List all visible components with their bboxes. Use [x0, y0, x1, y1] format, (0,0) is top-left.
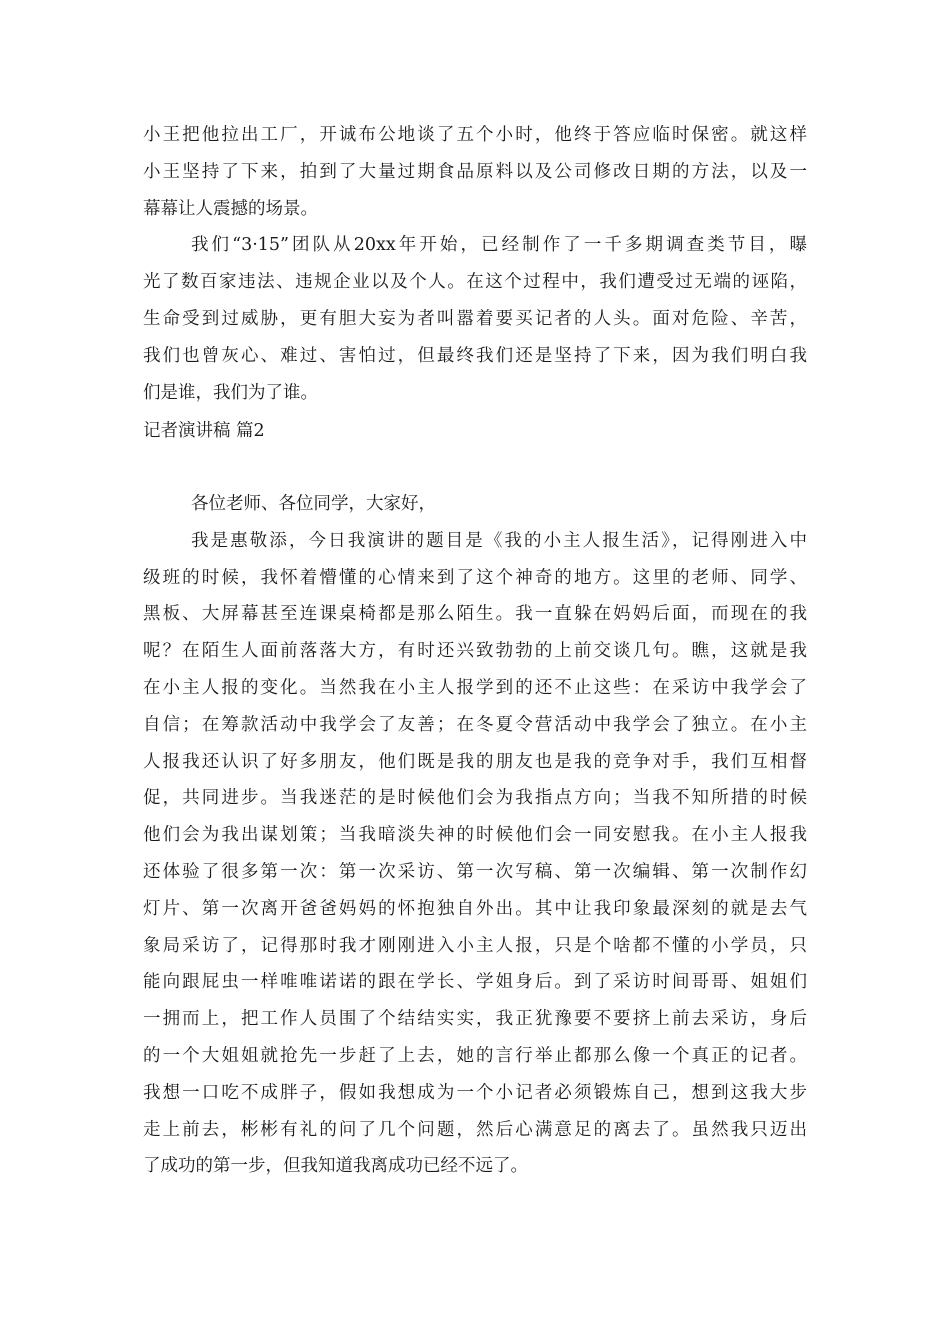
text-line: 生命受到过威胁，更有胆大妄为者叫嚣着要买记者的人头。面对危险、辛苦， — [143, 308, 807, 329]
text-line: 自信；在筹款活动中我学会了友善；在冬夏令营活动中我学会了独立。在小主 — [143, 714, 807, 735]
text-line: 呢？在陌生人面前落落大方，有时还兴致勃勃的上前交谈几句。瞧，这就是我 — [143, 641, 807, 662]
text-line: 小王把他拉出工厂，开诚布公地谈了五个小时，他终于答应临时保密。就这样 — [143, 125, 807, 145]
text-line: 我是惠敬添，今日我演讲的题目是《我的小主人报生活》，记得刚进入中 — [191, 530, 807, 551]
text-line: 人报我还认识了好多朋友，他们既是我的朋友也是我的竞争对手，我们互相督 — [143, 751, 807, 772]
text-line: 小王坚持了下来，拍到了大量过期食品原料以及公司修改日期的方法，以及一 — [143, 161, 807, 182]
text-line: 我们“3·15”团队从20xx年开始，已经制作了一千多期调查类节目，曝 — [191, 235, 807, 256]
greeting-line: 各位老师、各位同学，大家好， — [191, 494, 436, 514]
text-line: 走上前去，彬彬有礼的问了几个问题，然后心满意足的离去了。虽然我只迈出 — [143, 1119, 807, 1140]
text-line: 黑板、大屏幕甚至连课桌椅都是那么陌生。我一直躲在妈妈后面，而现在的我 — [143, 604, 807, 625]
text-line: 一拥而上，把工作人员围了个结结实实，我正犹豫要不要挤上前去采访，身后 — [143, 1009, 807, 1030]
body-text-section-2 — [143, 486, 807, 1185]
text-line: 还体验了很多第一次：第一次采访、第一次写稿、第一次编辑、第一次制作幻 — [143, 861, 807, 882]
text-line: 幕幕让人震撼的场景。 — [143, 198, 318, 219]
text-line: 了成功的第一步，但我知道我离成功已经不远了。 — [143, 1156, 528, 1177]
text-line: 我们也曾灰心、难过、害怕过，但最终我们还是坚持了下来，因为我们明白我 — [143, 345, 807, 366]
text-line: 们是谁，我们为了谁。 — [143, 382, 318, 403]
text-line: 能向跟屁虫一样唯唯诺诺的跟在学长、学姐身后。到了采访时间哥哥、姐姐们 — [143, 972, 807, 993]
text-line: 级班的时候，我怀着懵懂的心情来到了这个神奇的地方。这里的老师、同学、 — [143, 567, 807, 588]
text-line: 象局采访了，记得那时我才刚刚进入小主人报，只是个啥都不懂的小学员，只 — [143, 935, 807, 956]
text-line: 的一个大姐姐就抢先一步赶了上去，她的言行举止都那么像一个真正的记者。 — [143, 1045, 807, 1066]
text-line: 他们会为我出谋划策；当我暗淡失神的时候他们会一同安慰我。在小主人报我 — [143, 825, 807, 846]
section-heading: 记者演讲稿 篇2 — [143, 421, 265, 441]
text-line: 我想一口吃不成胖子，假如我想成为一个小记者必须锻炼自己，想到这我大步 — [143, 1082, 807, 1103]
text-line: 灯片、第一次离开爸爸妈妈的怀抱独自外出。其中让我印象最深刻的就是去气 — [143, 898, 807, 919]
text-line: 光了数百家违法、违规企业以及个人。在这个过程中，我们遭受过无端的诬陷， — [143, 272, 807, 293]
text-line: 在小主人报的变化。当然我在小主人报学到的还不止这些：在采访中我学会了 — [143, 677, 807, 698]
text-line: 促，共同进步。当我迷茫的是时候他们会为我指点方向；当我不知所措的时候 — [143, 788, 807, 809]
body-text-section-1 — [143, 117, 807, 411]
